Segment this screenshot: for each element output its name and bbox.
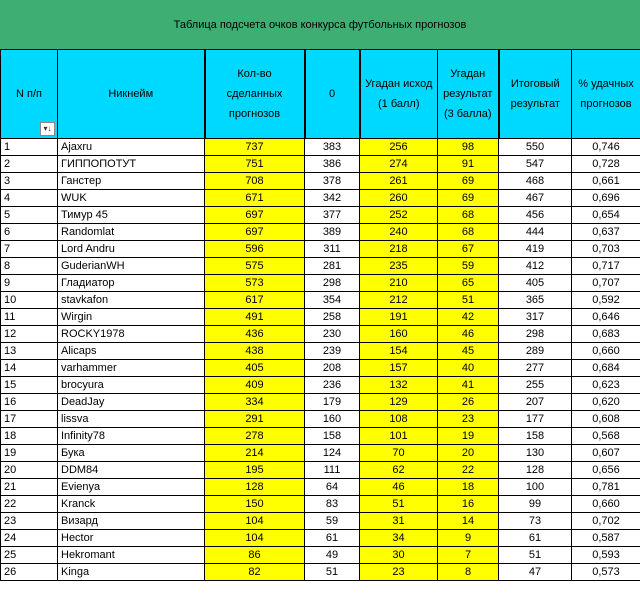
cell-pct[interactable]: 0,620 <box>572 394 640 411</box>
cell-nick[interactable]: Hector <box>58 530 205 547</box>
cell-zero[interactable]: 51 <box>305 564 360 581</box>
cell-pct[interactable]: 0,608 <box>572 411 640 428</box>
cell-nick[interactable]: Randomlat <box>58 224 205 241</box>
header-nick[interactable] <box>58 50 205 139</box>
cell-outcome[interactable]: 260 <box>360 190 438 207</box>
header-nick-label: Никнейм <box>108 88 154 100</box>
cell-total[interactable]: 207 <box>499 394 572 411</box>
cell-pct[interactable]: 0,702 <box>572 513 640 530</box>
cell-pct[interactable]: 0,568 <box>572 428 640 445</box>
table-row <box>1 275 640 292</box>
cell-pct[interactable]: 0,654 <box>572 207 640 224</box>
cell-total[interactable]: 444 <box>499 224 572 241</box>
cell-count[interactable]: 573 <box>205 275 305 292</box>
cell-count[interactable]: 436 <box>205 326 305 343</box>
cell-outcome[interactable]: 62 <box>360 462 438 479</box>
cell-num[interactable]: 23 <box>1 513 58 530</box>
cell-nick[interactable]: Evienya <box>58 479 205 496</box>
cell-zero[interactable]: 281 <box>305 258 360 275</box>
header-pct[interactable] <box>572 50 640 139</box>
cell-nick[interactable]: Hekromant <box>58 547 205 564</box>
cell-num[interactable]: 21 <box>1 479 58 496</box>
cell-count[interactable]: 438 <box>205 343 305 360</box>
cell-zero[interactable]: 83 <box>305 496 360 513</box>
cell-total[interactable]: 61 <box>499 530 572 547</box>
results-table <box>0 49 640 581</box>
cell-count[interactable]: 697 <box>205 224 305 241</box>
cell-zero[interactable]: 386 <box>305 156 360 173</box>
cell-nick[interactable]: DDM84 <box>58 462 205 479</box>
cell-result[interactable]: 67 <box>438 241 499 258</box>
cell-zero[interactable]: 311 <box>305 241 360 258</box>
table-row <box>1 428 640 445</box>
table-row <box>1 394 640 411</box>
cell-pct[interactable]: 0,660 <box>572 343 640 360</box>
cell-zero[interactable]: 377 <box>305 207 360 224</box>
cell-outcome[interactable]: 34 <box>360 530 438 547</box>
cell-count[interactable]: 128 <box>205 479 305 496</box>
cell-count[interactable]: 104 <box>205 513 305 530</box>
cell-pct[interactable]: 0,746 <box>572 139 640 156</box>
cell-num[interactable]: 10 <box>1 292 58 309</box>
cell-zero[interactable]: 298 <box>305 275 360 292</box>
cell-zero[interactable]: 354 <box>305 292 360 309</box>
cell-total[interactable]: 365 <box>499 292 572 309</box>
cell-result[interactable]: 91 <box>438 156 499 173</box>
cell-total[interactable]: 100 <box>499 479 572 496</box>
cell-count[interactable]: 409 <box>205 377 305 394</box>
cell-total[interactable]: 177 <box>499 411 572 428</box>
cell-outcome[interactable]: 191 <box>360 309 438 326</box>
table-row <box>1 564 640 581</box>
table-row <box>1 139 640 156</box>
cell-nick[interactable]: stavkafon <box>58 292 205 309</box>
cell-zero[interactable]: 383 <box>305 139 360 156</box>
cell-result[interactable]: 20 <box>438 445 499 462</box>
header-outcome-label: Угадан исход (1 балл) <box>365 78 433 110</box>
cell-num[interactable]: 26 <box>1 564 58 581</box>
cell-total[interactable]: 419 <box>499 241 572 258</box>
cell-nick[interactable]: Визард <box>58 513 205 530</box>
table-row <box>1 190 640 207</box>
cell-result[interactable]: 7 <box>438 547 499 564</box>
cell-outcome[interactable]: 108 <box>360 411 438 428</box>
sort-filter-icon[interactable]: ▾↓ <box>40 122 55 136</box>
cell-count[interactable]: 104 <box>205 530 305 547</box>
cell-num[interactable]: 13 <box>1 343 58 360</box>
cell-count[interactable]: 334 <box>205 394 305 411</box>
cell-zero[interactable]: 124 <box>305 445 360 462</box>
cell-count[interactable]: 150 <box>205 496 305 513</box>
cell-total[interactable]: 128 <box>499 462 572 479</box>
cell-result[interactable]: 16 <box>438 496 499 513</box>
cell-nick[interactable]: lissva <box>58 411 205 428</box>
cell-num[interactable]: 17 <box>1 411 58 428</box>
header-zero[interactable] <box>305 50 360 139</box>
cell-result[interactable]: 68 <box>438 224 499 241</box>
cell-num[interactable]: 25 <box>1 547 58 564</box>
cell-nick[interactable]: Kinga <box>58 564 205 581</box>
cell-result[interactable]: 46 <box>438 326 499 343</box>
header-count[interactable] <box>205 50 305 139</box>
cell-count[interactable]: 596 <box>205 241 305 258</box>
cell-nick[interactable]: GuderianWH <box>58 258 205 275</box>
header-num-label: N п/п <box>16 88 42 100</box>
cell-pct[interactable]: 0,656 <box>572 462 640 479</box>
cell-pct[interactable]: 0,728 <box>572 156 640 173</box>
cell-outcome[interactable]: 23 <box>360 564 438 581</box>
cell-total[interactable]: 289 <box>499 343 572 360</box>
cell-count[interactable]: 291 <box>205 411 305 428</box>
table-row <box>1 173 640 190</box>
cell-zero[interactable]: 64 <box>305 479 360 496</box>
cell-nick[interactable]: Гладиатор <box>58 275 205 292</box>
cell-total[interactable]: 51 <box>499 547 572 564</box>
cell-num[interactable]: 22 <box>1 496 58 513</box>
cell-num[interactable]: 20 <box>1 462 58 479</box>
cell-result[interactable]: 45 <box>438 343 499 360</box>
cell-nick[interactable]: Lord Andru <box>58 241 205 258</box>
table-row <box>1 513 640 530</box>
cell-pct[interactable]: 0,717 <box>572 258 640 275</box>
table-row <box>1 496 640 513</box>
table-row <box>1 479 640 496</box>
cell-result[interactable]: 69 <box>438 190 499 207</box>
table-row <box>1 445 640 462</box>
cell-nick[interactable]: Бука <box>58 445 205 462</box>
table-row <box>1 156 640 173</box>
cell-outcome[interactable]: 30 <box>360 547 438 564</box>
cell-count[interactable]: 195 <box>205 462 305 479</box>
cell-num[interactable]: 15 <box>1 377 58 394</box>
cell-total[interactable]: 405 <box>499 275 572 292</box>
table-row <box>1 224 640 241</box>
cell-nick[interactable]: WUK <box>58 190 205 207</box>
cell-result[interactable]: 41 <box>438 377 499 394</box>
cell-outcome[interactable]: 160 <box>360 326 438 343</box>
cell-result[interactable]: 19 <box>438 428 499 445</box>
cell-num[interactable]: 11 <box>1 309 58 326</box>
cell-outcome[interactable]: 157 <box>360 360 438 377</box>
cell-outcome[interactable]: 261 <box>360 173 438 190</box>
cell-total[interactable]: 550 <box>499 139 572 156</box>
cell-nick[interactable]: varhammer <box>58 360 205 377</box>
cell-outcome[interactable]: 256 <box>360 139 438 156</box>
cell-outcome[interactable]: 218 <box>360 241 438 258</box>
header-total-label: Итоговый результат <box>510 78 560 110</box>
cell-num[interactable]: 6 <box>1 224 58 241</box>
cell-num[interactable]: 12 <box>1 326 58 343</box>
cell-pct[interactable]: 0,607 <box>572 445 640 462</box>
cell-num[interactable]: 5 <box>1 207 58 224</box>
cell-outcome[interactable]: 132 <box>360 377 438 394</box>
table-row <box>1 530 640 547</box>
cell-nick[interactable]: Wirgin <box>58 309 205 326</box>
cell-zero[interactable]: 111 <box>305 462 360 479</box>
cell-result[interactable]: 68 <box>438 207 499 224</box>
header-row <box>1 50 640 139</box>
cell-total[interactable]: 277 <box>499 360 572 377</box>
header-outcome[interactable] <box>360 50 438 139</box>
cell-pct[interactable]: 0,684 <box>572 360 640 377</box>
cell-outcome[interactable]: 212 <box>360 292 438 309</box>
cell-outcome[interactable]: 274 <box>360 156 438 173</box>
cell-total[interactable]: 547 <box>499 156 572 173</box>
table-row <box>1 360 640 377</box>
cell-num[interactable]: 16 <box>1 394 58 411</box>
cell-total[interactable]: 130 <box>499 445 572 462</box>
cell-num[interactable]: 24 <box>1 530 58 547</box>
cell-nick[interactable]: Тимур 45 <box>58 207 205 224</box>
cell-nick[interactable]: ROCKY1978 <box>58 326 205 343</box>
cell-zero[interactable]: 208 <box>305 360 360 377</box>
cell-nick[interactable]: Infinity78 <box>58 428 205 445</box>
cell-num[interactable]: 3 <box>1 173 58 190</box>
cell-zero[interactable]: 230 <box>305 326 360 343</box>
cell-outcome[interactable]: 101 <box>360 428 438 445</box>
header-total[interactable] <box>499 50 572 139</box>
header-num[interactable] <box>1 50 58 139</box>
cell-outcome[interactable]: 240 <box>360 224 438 241</box>
cell-zero[interactable]: 258 <box>305 309 360 326</box>
cell-result[interactable]: 51 <box>438 292 499 309</box>
cell-zero[interactable]: 160 <box>305 411 360 428</box>
table-title[interactable]: Таблица подсчета очков конкурса футбольных прогнозов <box>0 0 640 50</box>
cell-result[interactable]: 69 <box>438 173 499 190</box>
cell-count[interactable]: 214 <box>205 445 305 462</box>
cell-outcome[interactable]: 51 <box>360 496 438 513</box>
cell-num[interactable]: 7 <box>1 241 58 258</box>
cell-outcome[interactable]: 129 <box>360 394 438 411</box>
table-row <box>1 377 640 394</box>
cell-pct[interactable]: 0,703 <box>572 241 640 258</box>
cell-num[interactable]: 4 <box>1 190 58 207</box>
cell-nick[interactable]: Alicaps <box>58 343 205 360</box>
cell-result[interactable]: 59 <box>438 258 499 275</box>
cell-zero[interactable]: 378 <box>305 173 360 190</box>
cell-count[interactable]: 491 <box>205 309 305 326</box>
cell-count[interactable]: 671 <box>205 190 305 207</box>
cell-zero[interactable]: 49 <box>305 547 360 564</box>
table-row <box>1 343 640 360</box>
cell-pct[interactable]: 0,592 <box>572 292 640 309</box>
cell-total[interactable]: 255 <box>499 377 572 394</box>
header-result-label: Угадан результат (3 балла) <box>443 68 493 120</box>
cell-total[interactable]: 47 <box>499 564 572 581</box>
cell-count[interactable]: 82 <box>205 564 305 581</box>
cell-zero[interactable]: 158 <box>305 428 360 445</box>
cell-zero[interactable]: 179 <box>305 394 360 411</box>
cell-zero[interactable]: 236 <box>305 377 360 394</box>
cell-zero[interactable]: 342 <box>305 190 360 207</box>
cell-num[interactable]: 18 <box>1 428 58 445</box>
table-row <box>1 258 640 275</box>
cell-outcome[interactable]: 154 <box>360 343 438 360</box>
cell-zero[interactable]: 389 <box>305 224 360 241</box>
cell-result[interactable]: 23 <box>438 411 499 428</box>
cell-result[interactable]: 9 <box>438 530 499 547</box>
cell-pct[interactable]: 0,683 <box>572 326 640 343</box>
cell-total[interactable]: 73 <box>499 513 572 530</box>
cell-nick[interactable]: DeadJay <box>58 394 205 411</box>
cell-nick[interactable]: brocyura <box>58 377 205 394</box>
cell-outcome[interactable]: 235 <box>360 258 438 275</box>
cell-total[interactable]: 317 <box>499 309 572 326</box>
cell-count[interactable]: 86 <box>205 547 305 564</box>
cell-zero[interactable]: 239 <box>305 343 360 360</box>
cell-pct[interactable]: 0,660 <box>572 496 640 513</box>
cell-nick[interactable]: Kranck <box>58 496 205 513</box>
cell-num[interactable]: 19 <box>1 445 58 462</box>
header-count-label: Кол-во сделанных прогнозов <box>226 68 283 120</box>
header-pct-label: % удачных прогнозов <box>578 78 634 110</box>
cell-result[interactable]: 42 <box>438 309 499 326</box>
cell-pct[interactable]: 0,593 <box>572 547 640 564</box>
cell-total[interactable]: 412 <box>499 258 572 275</box>
cell-zero[interactable]: 61 <box>305 530 360 547</box>
cell-result[interactable]: 18 <box>438 479 499 496</box>
cell-outcome[interactable]: 70 <box>360 445 438 462</box>
table-row <box>1 292 640 309</box>
cell-outcome[interactable]: 46 <box>360 479 438 496</box>
cell-count[interactable]: 708 <box>205 173 305 190</box>
cell-pct[interactable]: 0,646 <box>572 309 640 326</box>
table-row <box>1 207 640 224</box>
cell-count[interactable]: 737 <box>205 139 305 156</box>
cell-pct[interactable]: 0,707 <box>572 275 640 292</box>
cell-outcome[interactable]: 252 <box>360 207 438 224</box>
cell-num[interactable]: 9 <box>1 275 58 292</box>
cell-result[interactable]: 98 <box>438 139 499 156</box>
cell-result[interactable]: 14 <box>438 513 499 530</box>
cell-nick[interactable]: Ганстер <box>58 173 205 190</box>
cell-num[interactable]: 8 <box>1 258 58 275</box>
cell-result[interactable]: 22 <box>438 462 499 479</box>
table-row <box>1 411 640 428</box>
cell-num[interactable]: 2 <box>1 156 58 173</box>
cell-count[interactable]: 697 <box>205 207 305 224</box>
cell-total[interactable]: 298 <box>499 326 572 343</box>
table-row <box>1 309 640 326</box>
cell-outcome[interactable]: 210 <box>360 275 438 292</box>
cell-count[interactable]: 751 <box>205 156 305 173</box>
header-result[interactable] <box>438 50 499 139</box>
cell-count[interactable]: 278 <box>205 428 305 445</box>
cell-pct[interactable]: 0,661 <box>572 173 640 190</box>
cell-pct[interactable]: 0,623 <box>572 377 640 394</box>
cell-total[interactable]: 99 <box>499 496 572 513</box>
cell-pct[interactable]: 0,573 <box>572 564 640 581</box>
cell-total[interactable]: 158 <box>499 428 572 445</box>
cell-pct[interactable]: 0,781 <box>572 479 640 496</box>
cell-nick[interactable]: Ajaxru <box>58 139 205 156</box>
table-row <box>1 241 640 258</box>
cell-pct[interactable]: 0,587 <box>572 530 640 547</box>
cell-result[interactable]: 8 <box>438 564 499 581</box>
cell-total[interactable]: 467 <box>499 190 572 207</box>
cell-zero[interactable]: 59 <box>305 513 360 530</box>
cell-outcome[interactable]: 31 <box>360 513 438 530</box>
cell-count[interactable]: 617 <box>205 292 305 309</box>
cell-total[interactable]: 468 <box>499 173 572 190</box>
cell-pct[interactable]: 0,696 <box>572 190 640 207</box>
table-body <box>1 139 640 581</box>
cell-result[interactable]: 40 <box>438 360 499 377</box>
table-row <box>1 326 640 343</box>
cell-count[interactable]: 575 <box>205 258 305 275</box>
cell-count[interactable]: 405 <box>205 360 305 377</box>
table-row <box>1 462 640 479</box>
cell-result[interactable]: 65 <box>438 275 499 292</box>
cell-pct[interactable]: 0,637 <box>572 224 640 241</box>
header-zero-label: 0 <box>328 88 336 100</box>
cell-result[interactable]: 26 <box>438 394 499 411</box>
cell-num[interactable]: 14 <box>1 360 58 377</box>
table-row <box>1 547 640 564</box>
cell-total[interactable]: 456 <box>499 207 572 224</box>
cell-nick[interactable]: ГИППОПОТУТ <box>58 156 205 173</box>
cell-num[interactable]: 1 <box>1 139 58 156</box>
